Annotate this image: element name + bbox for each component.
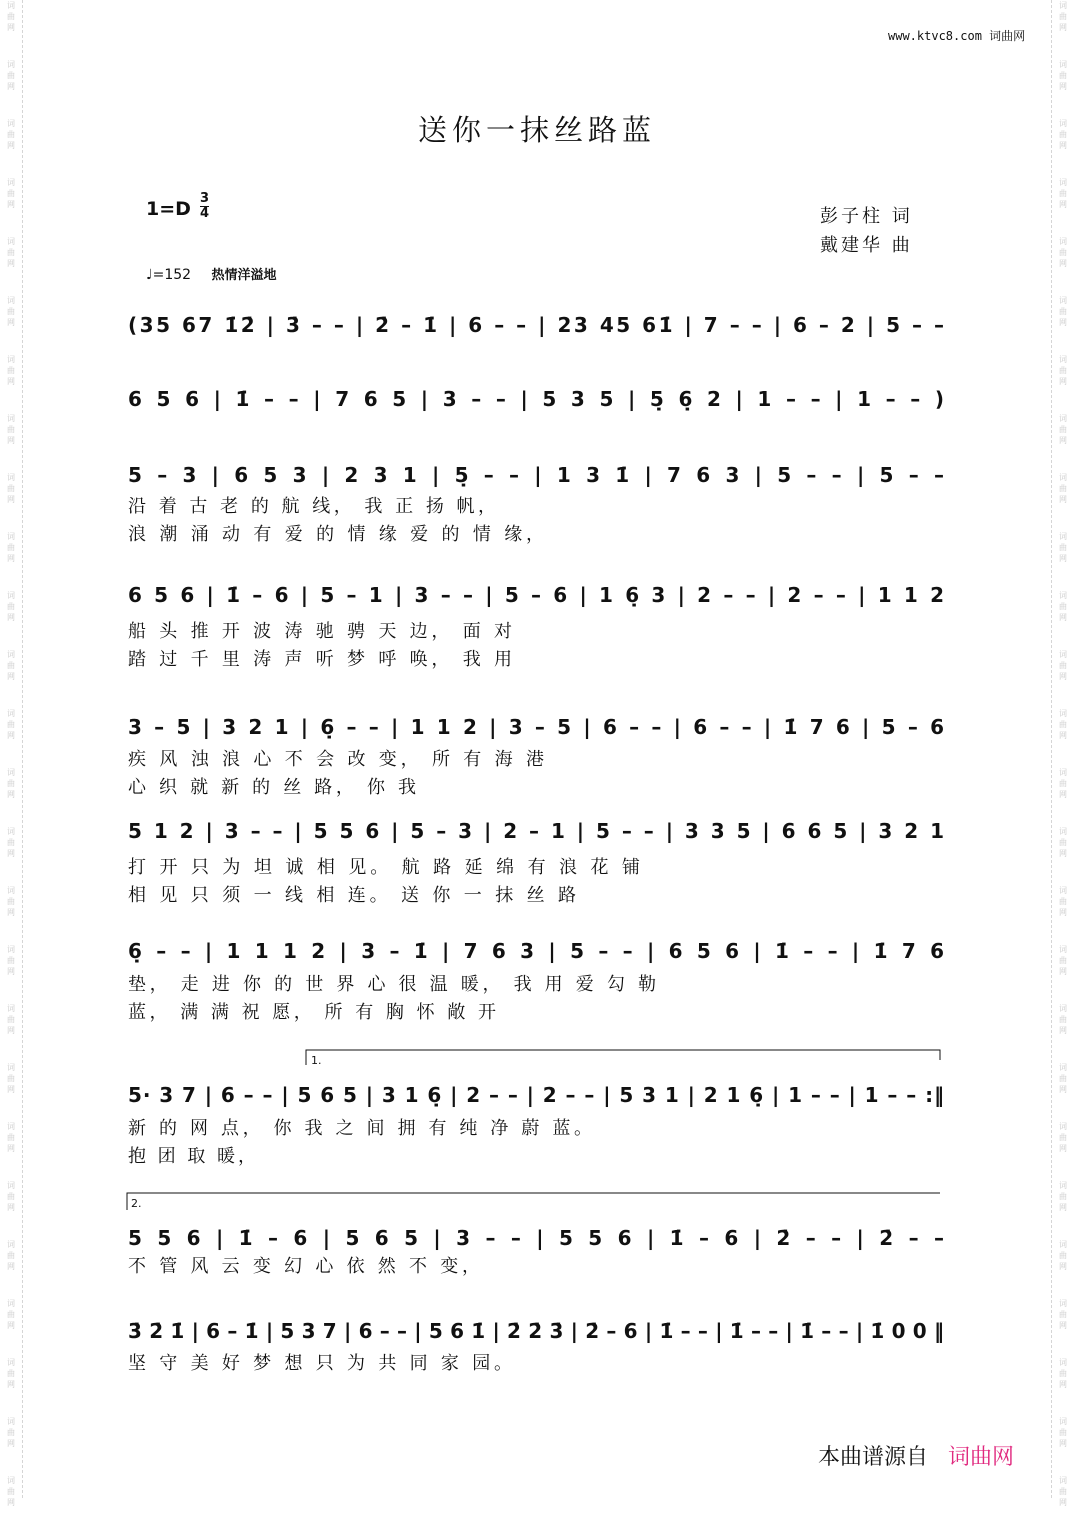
watermark-char: 曲 [7,130,15,139]
watermark-char: 词 [1059,473,1067,482]
watermark-char: 曲 [1059,897,1067,906]
watermark-char: 曲 [1059,189,1067,198]
watermark-char: 词 [7,945,15,954]
lyric-line: 不 管 风 云 变 幻 心 依 然 不 变， [128,1256,480,1277]
lyric-line: 疾 风 浊 浪 心 不 会 改 变， 所 有 海 港 [128,749,544,770]
notation-row: 3̇ 2̇ 1̇ | 6 – 1̇ | 5 3 7 | 6 – – | 5 6 1̇ | 2̇ 2̇ 3̇ | 2̇ – 6 | 1̇ – – | 1̇ – – | 1̇ – – | 1̇ 0 0 ‖ [128,1319,944,1343]
watermark-char: 曲 [7,779,15,788]
watermark-char: 网 [1059,82,1067,91]
site-url-text[interactable]: www.ktvc8.com [888,29,982,43]
watermark-char: 词 [1059,355,1067,364]
watermark-char: 网 [7,318,15,327]
watermark-char: 网 [1059,377,1067,386]
notation-row: 5 – 3 | 6 5 3 | 2 3 1 | 5̣ – – | 1 3 1̇ | 7 6 3 | 5 – – | 5 – – [128,463,945,487]
watermark-char: 网 [7,259,15,268]
watermark-char: 曲 [7,484,15,493]
lyric-line: 船 头 推 开 波 涛 驰 骋 天 边， 面 对 [128,621,512,642]
watermark-char: 曲 [1059,484,1067,493]
watermark-char: 曲 [7,602,15,611]
watermark-char: 曲 [7,189,15,198]
watermark-char: 词 [1059,1299,1067,1308]
watermark-char: 网 [1059,790,1067,799]
watermark-char: 曲 [7,71,15,80]
watermark-char: 词 [1059,1181,1067,1190]
lyric-line: 心 织 就 新 的 丝 路， 你 我 [128,777,416,798]
watermark-char: 词 [1059,178,1067,187]
watermark-char: 网 [7,554,15,563]
watermark-char: 网 [7,967,15,976]
watermark-char: 网 [7,613,15,622]
watermark-char: 词 [1059,591,1067,600]
watermark-char: 网 [7,1026,15,1035]
lyric-line: 浪 潮 涌 动 有 爱 的 情 缘 爱 的 情 缘， [128,524,544,545]
watermark-char: 词 [7,1299,15,1308]
watermark-char: 曲 [7,1074,15,1083]
watermark-char: 网 [7,1498,15,1507]
watermark-char: 网 [7,23,15,32]
watermark-char: 网 [1059,1085,1067,1094]
watermark-char: 网 [1059,495,1067,504]
watermark-char: 网 [7,141,15,150]
watermark-char: 网 [7,82,15,91]
watermark-char: 曲 [7,366,15,375]
watermark-char: 网 [1059,1144,1067,1153]
notation-row: 6̣ – – | 1 1 1 2 | 3 – 1̇ | 7 6 3 | 5 – – | 6 5 6 | 1̇ – – | 1̇ 7 6 [128,939,945,963]
watermark-char: 曲 [1059,543,1067,552]
watermark-gap [1052,1508,1074,1534]
watermark-char: 网 [1059,1321,1067,1330]
watermark-char: 曲 [1059,366,1067,375]
watermark-char: 网 [1059,1203,1067,1212]
watermark-char: 曲 [1059,12,1067,21]
song-title: 送你一抹丝路蓝 [417,113,656,147]
watermark-char: 曲 [1059,130,1067,139]
watermark-char: 曲 [7,1251,15,1260]
watermark-char: 词 [1059,886,1067,895]
watermark-char: 词 [7,886,15,895]
watermark-char: 网 [1059,967,1067,976]
watermark-char: 词 [7,119,15,128]
tempo-expression: 热情洋溢地 [211,268,277,283]
notation-row: 5· 3 7 | 6 – – | 5 6 5 | 3 1 6̣ | 2 – – | 2 – – | 5 3 1 | 2 1 6̣ | 1 – – | 1 – – :‖ [128,1083,944,1107]
watermark-char: 曲 [1059,720,1067,729]
lyric-line: 相 见 只 须 一 线 相 连。 送 你 一 抹 丝 路 [128,885,576,906]
watermark-char: 网 [1059,554,1067,563]
watermark-char: 曲 [1059,1487,1067,1496]
watermark-char: 曲 [7,661,15,670]
key-signature: 1=D [146,198,191,220]
watermark-char: 网 [1059,200,1067,209]
lyric-line: 踏 过 千 里 涛 声 听 梦 呼 唤， 我 用 [128,649,512,670]
footer-prefix: 本曲谱源自 [818,1445,929,1470]
notation-row: 6 5 6 | 1̇ – 6 | 5 – 1 | 3 – – | 5 – 6 | 1 6̣ 3 | 2 – – | 2 – – | 1 1 2 [128,583,945,607]
footer-site-link[interactable]: 词曲网 [948,1445,1015,1470]
watermark-char: 曲 [7,897,15,906]
watermark-char: 曲 [7,425,15,434]
watermark-char: 曲 [7,1487,15,1496]
tempo-bpm: ♩=152 [146,267,192,283]
watermark-char: 曲 [1059,1074,1067,1083]
watermark-char: 词 [1059,1,1067,10]
watermark-char: 词 [1059,60,1067,69]
watermark-char: 词 [7,1063,15,1072]
watermark-char: 曲 [7,956,15,965]
watermark-char: 曲 [7,12,15,21]
watermark-char: 网 [7,495,15,504]
lyric-line: 新 的 网 点， 你 我 之 间 拥 有 纯 净 蔚 蓝。 [128,1118,592,1139]
watermark-char: 网 [7,1262,15,1271]
watermark-char: 词 [7,414,15,423]
site-name-text: 词曲网 [989,29,1026,43]
watermark-char: 曲 [1059,838,1067,847]
watermark-char: 网 [7,1203,15,1212]
volta-2-bracket [127,1193,940,1210]
watermark-char: 曲 [1059,425,1067,434]
watermark-char: 网 [7,1380,15,1389]
watermark-char: 网 [1059,23,1067,32]
watermark-char: 曲 [1059,602,1067,611]
watermark-char: 曲 [7,1015,15,1024]
watermark-char: 网 [7,908,15,917]
watermark-char: 曲 [7,1192,15,1201]
watermark-char: 曲 [7,1310,15,1319]
watermark-char: 词 [7,1,15,10]
watermark-char: 网 [1059,731,1067,740]
watermark-char: 网 [1059,436,1067,445]
watermark-char: 词 [7,178,15,187]
watermark-char: 网 [7,1439,15,1448]
composer-credit: 戴建华 曲 [820,235,913,256]
watermark-char: 词 [1059,650,1067,659]
watermark-char: 曲 [7,720,15,729]
watermark-char: 词 [7,532,15,541]
watermark-char: 网 [1059,672,1067,681]
watermark-char: 网 [1059,1026,1067,1035]
watermark-char: 词 [7,827,15,836]
watermark-char: 曲 [1059,307,1067,316]
watermark-char: 曲 [7,1133,15,1142]
notation-row: 5 1 2 | 3 – – | 5 5 6 | 5 – 3 | 2 – 1 | 5 – – | 3 3 5 | 6 6 5 | 3 2 1 [128,819,944,843]
watermark-char: 词 [1059,1240,1067,1249]
lyric-line: 打 开 只 为 坦 诚 相 见。 航 路 延 绵 有 浪 花 铺 [128,857,640,878]
watermark-char: 词 [1059,237,1067,246]
watermark-char: 网 [7,1085,15,1094]
watermark-char: 曲 [1059,1192,1067,1201]
watermark-char: 曲 [1059,248,1067,257]
watermark-char: 曲 [1059,71,1067,80]
watermark-char: 词 [1059,1063,1067,1072]
time-signature-bottom: 4 [200,206,210,221]
watermark-char: 词 [7,60,15,69]
watermark-char: 词 [7,1122,15,1131]
watermark-char: 曲 [7,838,15,847]
notation-row: 5 5 6 | 1̇ – 6 | 5 6 5 | 3 – – | 5 5 6 | 1̇ – 6 | 2̇ – – | 2̇ – – [128,1226,944,1250]
watermark-char: 网 [7,436,15,445]
watermark-char: 词 [7,1181,15,1190]
watermark-char: 网 [1059,1439,1067,1448]
watermark-char: 词 [1059,709,1067,718]
lyric-line: 蓝， 满 满 祝 愿， 所 有 胸 怀 敞 开 [128,1002,496,1023]
watermark-char: 词 [7,1004,15,1013]
watermark-char: 曲 [1059,1015,1067,1024]
watermark-char: 网 [7,790,15,799]
watermark-char: 词 [7,1358,15,1367]
notation-row: 3 – 5 | 3 2 1 | 6̣ – – | 1 1 2 | 3 – 5 | 6 – – | 6 – – | 1̇ 7 6 | 5 – 6 [128,715,945,739]
watermark-char: 词 [1059,1004,1067,1013]
watermark-char: 曲 [1059,1310,1067,1319]
watermark-char: 网 [1059,141,1067,150]
watermark-char: 词 [1059,768,1067,777]
notation-row: 6 5 6 | 1̇ – – | 7 6 5 | 3 – – | 5 3 5 | 5̣ 6̣ 2 | 1 – – | 1 – – ) [128,387,944,411]
watermark-char: 曲 [7,248,15,257]
watermark-char: 词 [7,237,15,246]
watermark-char: 网 [1059,1380,1067,1389]
watermark-char: 网 [1059,318,1067,327]
volta-1-label: 1. [311,1054,322,1067]
watermark-char: 词 [7,296,15,305]
watermark-char: 词 [7,473,15,482]
lyric-line: 垫， 走 进 你 的 世 界 心 很 温 暖， 我 用 爱 勾 勒 [128,974,656,995]
watermark-char: 曲 [1059,661,1067,670]
watermark-char: 曲 [7,543,15,552]
watermark-char: 曲 [7,1369,15,1378]
footer-source [818,1440,1014,1471]
watermark-char: 词 [7,591,15,600]
watermark-char: 词 [1059,945,1067,954]
volta-1-bracket [306,1050,940,1065]
watermark-char: 词 [7,709,15,718]
watermark-char: 网 [1059,1498,1067,1507]
time-signature-top: 3 [200,191,210,206]
watermark-char: 网 [1059,849,1067,858]
watermark-char: 网 [7,1321,15,1330]
watermark-char: 曲 [7,307,15,316]
watermark-char: 网 [7,849,15,858]
watermark-char: 词 [7,650,15,659]
watermark-char: 曲 [1059,1428,1067,1437]
watermark-char: 词 [1059,1476,1067,1485]
watermark-char: 网 [1059,613,1067,622]
lyric-line: 沿 着 古 老 的 航 线， 我 正 扬 帆， [128,496,496,517]
watermark-char: 词 [7,1476,15,1485]
watermark-char: 网 [7,731,15,740]
watermark-char: 曲 [1059,1133,1067,1142]
watermark-char: 曲 [1059,956,1067,965]
watermark-char: 网 [1059,1262,1067,1271]
watermark-char: 词 [1059,1358,1067,1367]
score-rows [128,313,944,1374]
watermark-char: 词 [1059,532,1067,541]
watermark-char: 词 [1059,414,1067,423]
watermark-char: 曲 [1059,1369,1067,1378]
lyricist-credit: 彭子柱 词 [820,206,913,227]
watermark-char: 曲 [1059,779,1067,788]
watermark-char: 网 [7,672,15,681]
watermark-char: 词 [1059,119,1067,128]
watermark-gap [0,1508,22,1534]
notation-row: (35 67 1̇2̇ | 3̇ – – | 2̇ – 1̇ | 6 – – | 23 45 61̇ | 7 – – | 6 – 2 | 5 – – [128,313,944,337]
watermark-char: 词 [1059,296,1067,305]
watermark-char: 词 [7,1417,15,1426]
watermark-char: 曲 [7,1428,15,1437]
volta-2-label: 2. [131,1197,142,1210]
watermark-char: 词 [7,768,15,777]
watermark-char: 词 [7,355,15,364]
watermark-char: 网 [7,377,15,386]
watermark-char: 网 [7,200,15,209]
watermark-char: 曲 [1059,1251,1067,1260]
watermark-char: 网 [1059,908,1067,917]
watermark-char: 网 [1059,259,1067,268]
watermark-char: 词 [7,1240,15,1249]
watermark-char: 词 [1059,1122,1067,1131]
watermark-char: 网 [7,1144,15,1153]
lyric-line: 抱 团 取 暖， [128,1146,256,1167]
watermark-char: 词 [1059,827,1067,836]
lyric-line: 坚 守 美 好 梦 想 只 为 共 同 家 园。 [128,1353,512,1374]
watermark-char: 词 [1059,1417,1067,1426]
